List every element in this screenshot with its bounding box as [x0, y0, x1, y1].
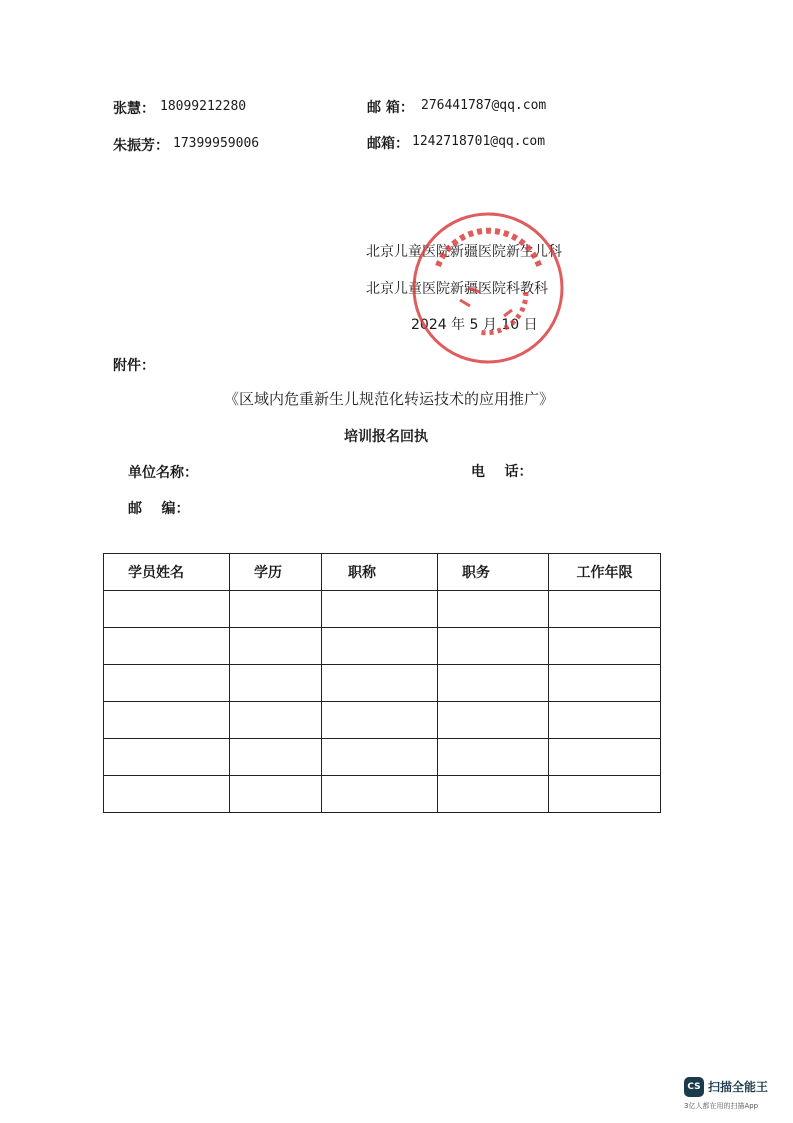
contact-1-name: 张慧：	[113, 101, 155, 117]
signature-date: 2024 年 5 月 10 日	[411, 317, 538, 333]
table-cell[interactable]	[322, 665, 438, 702]
table-row	[104, 739, 661, 776]
table-row	[104, 776, 661, 813]
unit-name-label: 单位名称：	[128, 465, 198, 481]
table-cell[interactable]	[549, 591, 661, 628]
column-header-student-name: 学员姓名	[104, 554, 230, 591]
table-cell[interactable]	[549, 776, 661, 813]
table-cell[interactable]	[230, 739, 322, 776]
table-row	[104, 628, 661, 665]
table-row	[104, 665, 661, 702]
document-subtitle: 培训报名回执	[344, 429, 428, 445]
table-cell[interactable]	[104, 702, 230, 739]
table-cell[interactable]	[322, 702, 438, 739]
signature-org-education: 北京儿童医院新疆医院科教科	[366, 281, 548, 297]
signature-org-neonatology: 北京儿童医院新疆医院新生儿科	[366, 244, 562, 260]
contact-1-email: 276441787@qq.com	[421, 98, 547, 113]
contact-2-email: 1242718701@qq.com	[412, 134, 546, 149]
table-cell[interactable]	[322, 776, 438, 813]
table-cell[interactable]	[230, 591, 322, 628]
document-title: 《区域内危重新生儿规范化转运技术的应用推广》	[224, 390, 555, 408]
table-cell[interactable]	[230, 665, 322, 702]
table-cell[interactable]	[549, 739, 661, 776]
table-cell[interactable]	[549, 665, 661, 702]
contact-1-email-label: 邮 箱：	[367, 100, 414, 116]
table-cell[interactable]	[230, 628, 322, 665]
table-row	[104, 702, 661, 739]
table-cell[interactable]	[322, 739, 438, 776]
table-cell[interactable]	[322, 628, 438, 665]
attachment-label: 附件：	[113, 358, 155, 374]
table-cell[interactable]	[438, 665, 549, 702]
table-cell[interactable]	[549, 628, 661, 665]
column-header-position: 职务	[438, 554, 549, 591]
table-row	[104, 591, 661, 628]
phone-label: 电 话：	[471, 464, 533, 480]
table-header-row	[104, 554, 661, 591]
table-cell[interactable]	[438, 739, 549, 776]
camscanner-brand: 扫描全能王	[708, 1080, 769, 1094]
table-cell[interactable]	[549, 702, 661, 739]
contact-1-phone: 18099212280	[160, 99, 247, 114]
table-cell[interactable]	[230, 702, 322, 739]
table-cell[interactable]	[322, 591, 438, 628]
table-cell[interactable]	[104, 628, 230, 665]
table-cell[interactable]	[104, 776, 230, 813]
table-cell[interactable]	[104, 591, 230, 628]
column-header-title: 职称	[322, 554, 438, 591]
table-cell[interactable]	[438, 628, 549, 665]
camscanner-logo-icon: CS	[684, 1077, 704, 1097]
table-cell[interactable]	[104, 665, 230, 702]
contact-2-phone: 17399959006	[173, 136, 260, 151]
column-header-education: 学历	[230, 554, 322, 591]
camscanner-tagline: 3亿人都在用的扫描App	[684, 1102, 759, 1110]
contact-2-email-label: 邮箱：	[367, 136, 409, 152]
table-cell[interactable]	[438, 776, 549, 813]
table-cell[interactable]	[230, 776, 322, 813]
table-cell[interactable]	[104, 739, 230, 776]
table-cell[interactable]	[438, 591, 549, 628]
column-header-years-of-work: 工作年限	[549, 554, 661, 591]
registration-table	[103, 553, 661, 813]
contact-2-name: 朱振芳：	[113, 138, 169, 154]
postcode-label: 邮 编：	[128, 501, 190, 517]
table-cell[interactable]	[438, 702, 549, 739]
